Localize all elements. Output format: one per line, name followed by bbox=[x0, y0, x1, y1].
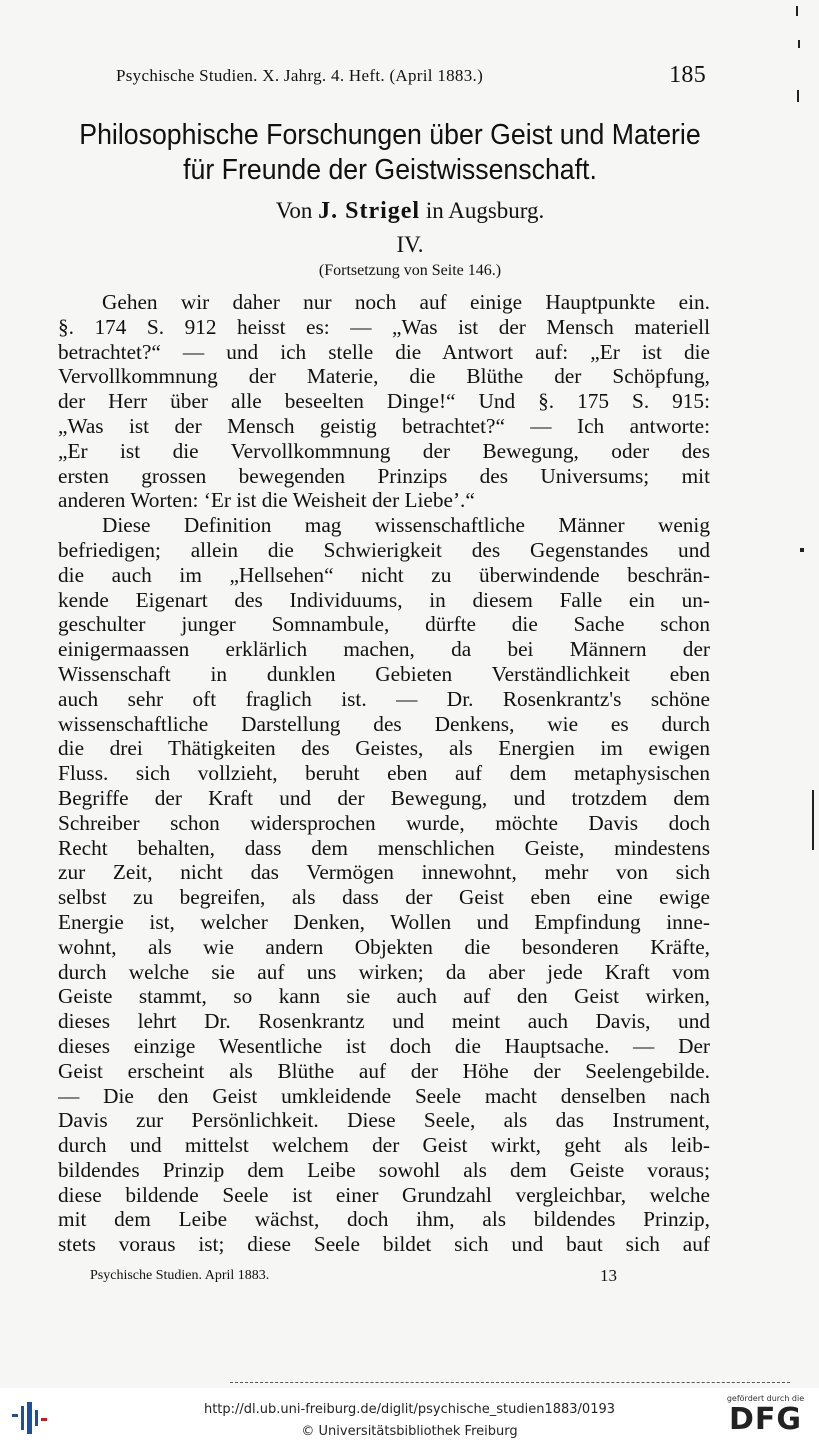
text-line: wohnt, als wie andern Objekten die besonderen Kräfte, bbox=[58, 934, 710, 959]
running-head-text: Psychische Studien. X. Jahrg. 4. Heft. (April 1883.) bbox=[116, 66, 484, 85]
text-line: Diese Definition mag wissenschaftliche Männer wenig bbox=[102, 513, 710, 538]
text-line: diese bildende Seele ist einer Grundzahl vergleichbar, welche bbox=[58, 1182, 710, 1207]
body-text bbox=[58, 290, 710, 1257]
text-line: Recht behalten, dass dem menschlichen Geiste, mindestens bbox=[58, 835, 710, 860]
text-line: einigermaassen erklärlich machen, da bei Männern der bbox=[58, 637, 710, 662]
scan-mark bbox=[797, 90, 799, 102]
text-line: Gehen wir daher nur noch auf einige Hauptpunkte ein. bbox=[102, 290, 710, 314]
text-line: „Was ist der Mensch geistig betrachtet?“ — Ich antworte: bbox=[58, 413, 710, 438]
text-line: Davis zur Persönlichkeit. Diese Seele, als das Instrument, bbox=[58, 1108, 710, 1133]
text-line: die drei Thätigkeiten des Geistes, als Energien im ewigen bbox=[58, 736, 710, 761]
text-line: §. 174 S. 912 heisst es: — „Was ist der Mensch materiell bbox=[58, 314, 710, 339]
part-number: IV. bbox=[396, 232, 424, 257]
footer-signature: 13 bbox=[600, 1266, 617, 1285]
continuation-note: (Fortsetzung von Seite 146.) bbox=[318, 262, 502, 279]
dfg-funding-note: gefördert durch die bbox=[726, 1394, 805, 1403]
article-title bbox=[68, 118, 712, 188]
text-line: befriedigen; allein die Schwierigkeit des Gegenstandes und bbox=[58, 537, 710, 562]
text-line: ersten grossen bewegenden Prinzips des Universums; mit bbox=[58, 463, 710, 488]
text-line: der Herr über alle beseelten Dinge!“ Und §. 175 S. 915: bbox=[58, 389, 710, 414]
text-line: wissenschaftliche Darstellung des Denkens, wie es durch bbox=[58, 711, 710, 736]
scan-mark bbox=[812, 790, 814, 850]
text-line: die auch im „Hellsehen“ nicht zu überwindende beschrän- bbox=[58, 562, 710, 587]
text-line: — Die den Geist umkleidende Seele macht denselben nach bbox=[58, 1083, 710, 1108]
title-line-1: Philosophische Forschungen über Geist und Materie bbox=[79, 119, 701, 151]
text-line: bildendes Prinzip dem Leibe sowohl als dem Geiste voraus; bbox=[58, 1157, 710, 1182]
dfg-logo bbox=[718, 1394, 813, 1444]
text-line: betrachtet?“ — und ich stelle die Antwort auf: „Er ist die bbox=[58, 339, 710, 364]
scan-mark bbox=[800, 548, 804, 552]
text-line: geschulter junger Somnambule, dürfte die Sache schon bbox=[58, 612, 710, 637]
text-line: „Er ist die Vervollkommnung der Bewegung, oder des bbox=[58, 438, 710, 463]
author-prefix: Von bbox=[275, 198, 313, 223]
page-number: 185 bbox=[669, 62, 706, 88]
text-line: Energie ist, welcher Denken, Wollen und Empfindung inne- bbox=[58, 909, 710, 934]
text-line: Geist erscheint als Blüthe auf der Höhe der Seelengebilde. bbox=[58, 1058, 710, 1083]
text-line: auch sehr oft fraglich ist. — Dr. Rosenkrantz's schöne bbox=[58, 686, 710, 711]
text-line: selbst zu begreifen, als dass der Geist eben eine ewige bbox=[58, 885, 710, 910]
text-line: Vervollkommnung der Materie, die Blüthe der Schöpfung, bbox=[58, 364, 710, 389]
text-line: kende Eigenart des Individuums, in diesem Falle ein un- bbox=[58, 587, 710, 612]
viewer-footer-bar bbox=[0, 1388, 819, 1448]
text-line: Fluss. sich vollzieht, beruht eben auf dem metaphysischen bbox=[58, 761, 710, 786]
footer-journal: Psychische Studien. April 1883. bbox=[90, 1268, 270, 1283]
text-line: dieses lehrt Dr. Rosenkrantz und meint auch Davis, und bbox=[58, 1009, 710, 1034]
text-line: durch welche sie auf uns wirken; da aber jede Kraft vom bbox=[58, 959, 710, 984]
text-line: Geiste stammt, so kann sie auch auf den Geist wirken, bbox=[58, 984, 710, 1009]
document-url[interactable]: http://dl.ub.uni-freiburg.de/diglit/psychische_studien1883/0193 bbox=[203, 1402, 616, 1417]
text-line: Begriffe der Kraft und der Bewegung, und trotzdem dem bbox=[58, 785, 710, 810]
scan-mark bbox=[798, 40, 800, 48]
text-line: anderen Worten: ‘Er ist die Weisheit der Liebe’.“ bbox=[58, 488, 475, 513]
author-line bbox=[60, 198, 760, 225]
text-line: dieses einzige Wesentliche ist doch die Hauptsache. — Der bbox=[58, 1033, 710, 1058]
running-head bbox=[116, 62, 706, 88]
title-line-2: für Freunde der Geistwissenschaft. bbox=[183, 154, 597, 186]
text-line: stets voraus ist; diese Seele bildet sich und baut sich auf bbox=[58, 1232, 710, 1257]
text-line: Schreiber schon widersprochen wurde, möchte Davis doch bbox=[58, 810, 710, 835]
text-line: Wissenschaft in dunklen Gebieten Verständlichkeit eben bbox=[58, 661, 710, 686]
scan-bottom-edge bbox=[230, 1382, 790, 1383]
text-line: zur Zeit, nicht das Vermögen innewohnt, mehr von sich bbox=[58, 860, 710, 885]
scan-mark bbox=[796, 6, 798, 16]
scan-edge-marks bbox=[792, 0, 819, 1388]
author-suffix: in Augsburg. bbox=[425, 198, 545, 223]
author-name: J. Strigel bbox=[318, 198, 421, 224]
text-line: mit dem Leibe wächst, doch ihm, als bildendes Prinzip, bbox=[58, 1207, 710, 1232]
text-line: durch und mittelst welchem der Geist wirkt, geht als leib- bbox=[58, 1133, 710, 1158]
copyright-notice: © Universitätsbibliothek Freiburg bbox=[301, 1424, 518, 1439]
dfg-logo-text: DFG bbox=[728, 1402, 803, 1437]
